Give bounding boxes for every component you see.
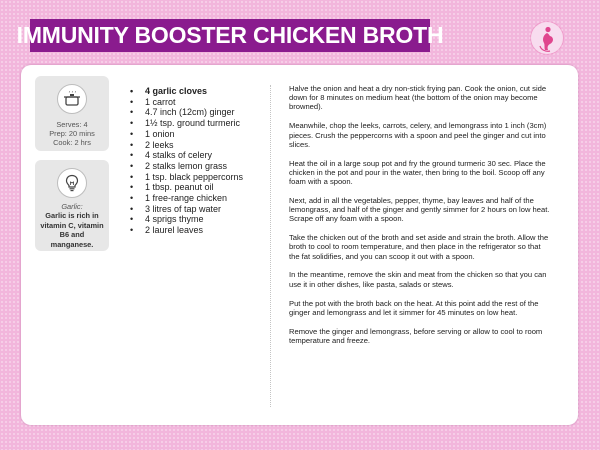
ingredient-item: • 1½ tsp. ground turmeric [130, 118, 270, 129]
tip-box [35, 160, 109, 251]
garlic-tip [35, 202, 109, 249]
method-step: Heat the oil in a large soup pot and fry the ground turmeric 30 sec. Place the chicken in the pot and pour in the water, then bring to the boil. Scoop off any foam with a spoon. [289, 158, 546, 186]
method-steps [289, 84, 551, 355]
timing-info [35, 120, 109, 148]
ingredient-item: • 1 tsp. black peppercorns [130, 172, 270, 183]
ingredient-item: • 1 free-range chicken [130, 193, 270, 204]
lightbulb-icon [57, 168, 87, 198]
pregnant-woman-icon [531, 22, 563, 54]
ingredient-item: • 4.7 inch (12cm) ginger [130, 107, 270, 118]
column-divider [270, 85, 271, 407]
method-step: In the meantime, remove the skin and meat from the chicken so that you can use it in other dishes, like pasta, salads or stews. [289, 270, 547, 289]
method-step: Next, add in all the vegetables, pepper, thyme, bay leaves and half of the lemongrass, and half of the ginger and gently simmer for 2 hours on low heat. Scrape off any foam with a spoon. [289, 195, 550, 224]
prep-time-text: Prep: 20 mins [49, 129, 95, 139]
ingredient-item: • 4 garlic cloves [130, 86, 270, 97]
tip-label: Garlic: [61, 202, 83, 211]
ingredient-item: • 4 sprigs thyme [130, 214, 270, 225]
ingredient-item: • 1 carrot [130, 97, 270, 108]
ingredient-item: • 3 litres of tap water [130, 204, 270, 215]
page-title: IMMUNITY BOOSTER CHICKEN BROTH [16, 22, 444, 48]
tip-text: Garlic is rich in vitamin C, vitamin B6 and manganese. [40, 211, 104, 249]
title-banner [16, 19, 444, 52]
ingredient-item: • 4 stalks of celery [130, 150, 270, 161]
ingredient-list [130, 86, 270, 236]
ingredient-item: • 2 leeks [130, 140, 270, 151]
ingredient-item: • 2 laurel leaves [130, 225, 270, 236]
method-step: Put the pot with the broth back on the heat. At this point add the rest of the ginger and lemongrass and let it simmer for 45 minutes on low heat. [289, 298, 539, 317]
recipe-card [21, 65, 578, 425]
method-step: Meanwhile, chop the leeks, carrots, celery, and lemongrass into 1 inch (3cm) pieces. Crush the peppercorns with a spoon and peel the ginger and cut into slices. [289, 121, 547, 149]
serves-text: Serves: 4 [56, 120, 88, 129]
serving-info-box [35, 76, 109, 151]
cook-time-text: Cook: 2 hrs [53, 138, 91, 148]
pot-icon [57, 84, 87, 114]
ingredient-item: • 2 stalks lemon grass [130, 161, 270, 172]
pregnant-woman-logo [531, 22, 563, 54]
method-step: Take the chicken out of the broth and set aside and strain the broth. Allow the broth to cool to room temperature, and then place in the refrigerator so that the fat solidifies, and you can scoop it out with a spoon. [289, 233, 549, 261]
ingredient-item: • 1 tbsp. peanut oil [130, 182, 270, 193]
ingredient-item: • 1 onion [130, 129, 270, 140]
method-step: Halve the onion and heat a dry non-stick frying pan. Cook the onion, cut side down for 8 minutes on medium heat (the bottom of the onion may become browned). [289, 84, 547, 112]
method-step: Remove the ginger and lemongrass, before serving or allow to cool to room temperature and freeze. [289, 326, 543, 345]
